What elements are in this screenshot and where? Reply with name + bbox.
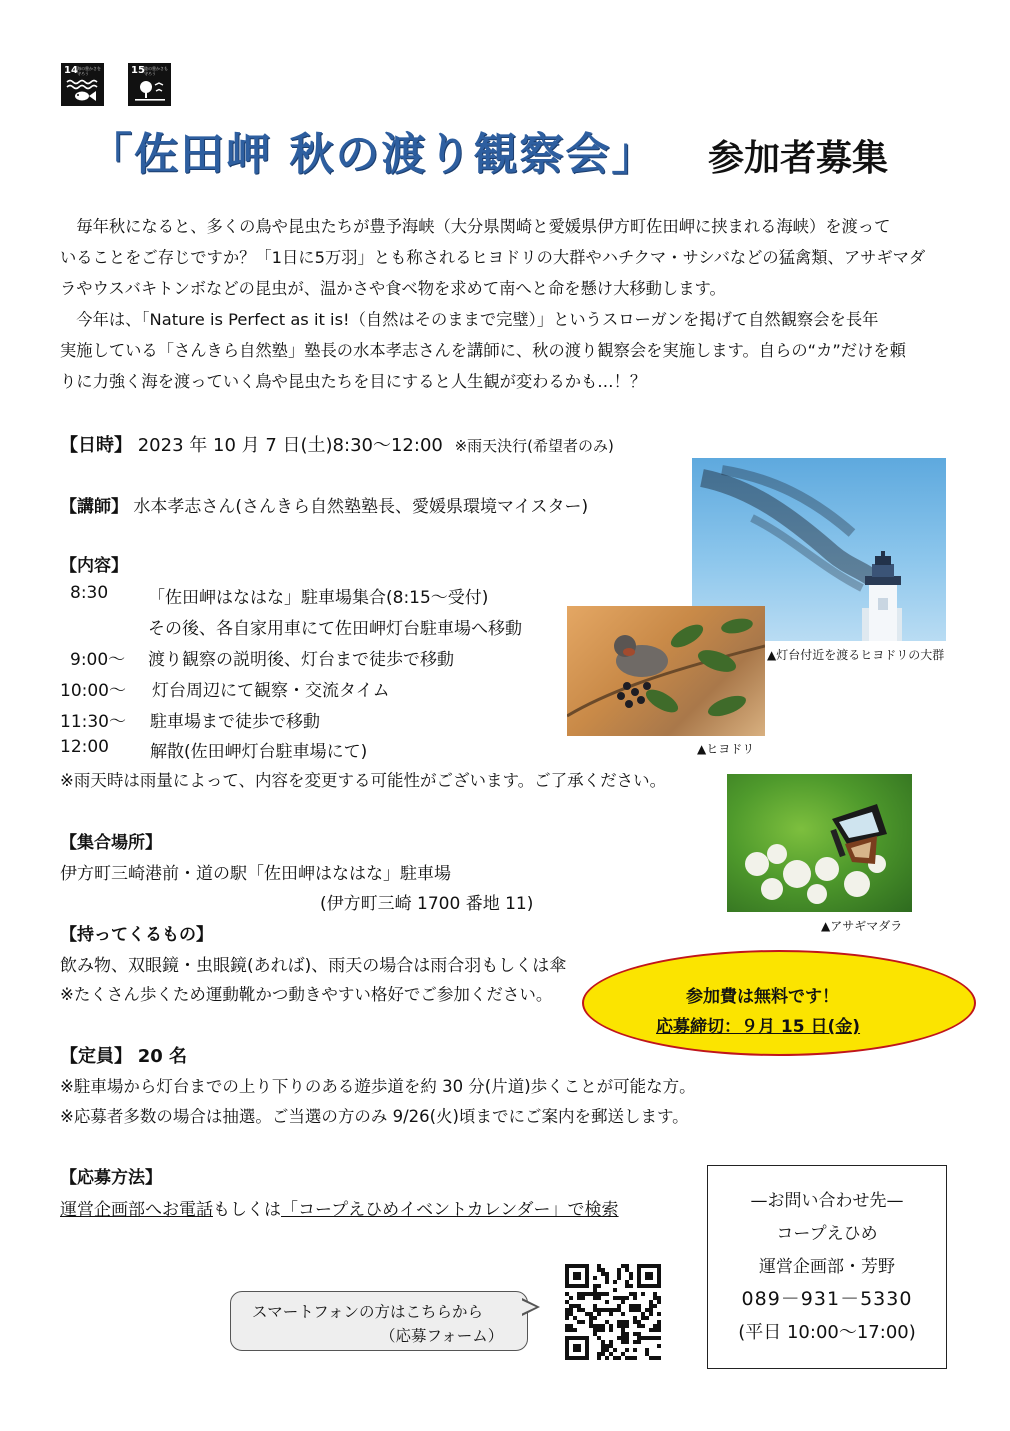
contact-phone[interactable]: 089－931－5330 <box>741 1288 913 1310</box>
apply-calendar-link[interactable]: 「コープえひめイベントカレンダー」で検索 <box>281 1200 619 1220</box>
schedule-text: 駐車場まで徒歩で移動 <box>150 712 320 732</box>
schedule-text: 「佐田岬はなはな」駐車場集合(8:15～受付) <box>148 588 489 608</box>
apply-method <box>60 1195 619 1220</box>
capacity-label: 【定員】 <box>60 1046 132 1067</box>
contact-title: —お問い合わせ先— <box>750 1191 904 1211</box>
lecturer-label: 【講師】 <box>60 497 128 517</box>
chestnut-tiger-butterfly-image <box>727 774 912 912</box>
bubble-line1: スマートフォンの方はこちらから <box>252 1303 483 1321</box>
contact-dept: 運営企画部・芳野 <box>759 1257 895 1277</box>
datetime-value: 2023 年 10 月 7 日(土)8:30～12:00 <box>137 435 443 456</box>
sdg-15-icon <box>128 63 171 106</box>
bring-items: 飲み物、双眼鏡・虫眼鏡(あれば)、雨天の場合は雨合羽もしくは傘 <box>60 956 567 976</box>
datetime-note: ※雨天決行(希望者のみ) <box>454 437 614 455</box>
schedule-text: 灯台周辺にて観察・交流タイム <box>152 681 390 701</box>
schedule-time: 11:30～ <box>60 712 126 732</box>
capacity-value: 20 名 <box>137 1046 188 1067</box>
datetime-row <box>60 431 614 457</box>
sdg-14-number: 14 <box>64 65 78 76</box>
schedule-text: 渡り観察の説明後、灯台まで徒歩で移動 <box>148 650 454 670</box>
schedule-text: 解散(佐田岬灯台駐車場にて) <box>150 742 368 762</box>
intro-text <box>60 211 952 397</box>
bubble-tail-inner <box>521 1300 536 1314</box>
qr-code[interactable] <box>565 1264 661 1360</box>
schedule-time: 12:00 <box>60 737 109 757</box>
qr-code-image <box>565 1264 661 1360</box>
schedule-time: 8:30 <box>70 583 109 603</box>
butterfly-photo <box>727 774 912 912</box>
fee-text: 参加費は無料です！ <box>686 987 839 1007</box>
intro-p2-line1: 今年は、「Nature is Perfect as it is!（自然はそのままで完璧）」というスローガンを掲げて自然観察会を長年 <box>76 310 879 329</box>
intro-p2-line3: りに力強く海を渡っていく鳥や昆虫たちを目にすると人生観が変わるかも…！？ <box>60 372 647 391</box>
lecturer-value: 水本孝志さん(さんきら自然塾塾長、愛媛県環境マイスター) <box>133 497 589 517</box>
lighthouse-caption: ▲灯台付近を渡るヒヨドリの大群 <box>767 648 945 662</box>
meeting-place: 伊方町三崎港前・道の駅「佐田岬はなはな」駐車場 <box>60 864 451 884</box>
schedule-text: その後、各自家用車にて佐田岬灯台駐車場へ移動 <box>148 619 522 639</box>
butterfly-caption: ▲アサギマダラ <box>821 919 903 933</box>
capacity-note2: ※応募者多数の場合は抽選。ご当選の方のみ 9/26(火)頃までにご案内を郵送します。 <box>60 1107 689 1126</box>
capacity-row <box>60 1042 187 1068</box>
sdg-14-icon <box>61 63 104 106</box>
apply-phone-link[interactable]: 運営企画部へお電話 <box>60 1200 213 1220</box>
lecturer-row <box>60 492 588 517</box>
datetime-label: 【日時】 <box>60 435 132 456</box>
intro-p1-line2: いることをご存じですか？「1日に5万羽」とも称されるヒヨドリの大群やハチクマ・サシバなどの猛禽類、アサギマダ <box>60 248 926 267</box>
bulbul-bird-image <box>567 606 765 736</box>
bulbul-photo <box>567 606 765 736</box>
contact-box <box>707 1165 947 1369</box>
apply-label: 【応募方法】 <box>60 1168 162 1188</box>
deadline-text: 応募締切：９月 15 日(金) <box>656 1017 861 1037</box>
capacity-note1: ※駐車場から灯台までの上り下りのある遊歩道を約 30 分(片道)歩くことが可能な方。 <box>60 1077 696 1096</box>
meeting-address: (伊方町三崎 1700 番地 11) <box>320 894 534 914</box>
sdg-15-label: 陸の豊かさも守ろう <box>144 66 168 76</box>
intro-p1-line3: ラやウスバキトンボなどの昆虫が、温かさや食べ物を求めて南へと命を懸け大移動します。 <box>60 279 726 298</box>
fish-wave-icon <box>61 63 104 106</box>
intro-p2-line2: 実施している「さんきら自然塾」塾長の水本孝志さんを講師に、秋の渡り観察会を実施します。自らの“カ”だけを頼 <box>60 341 906 360</box>
tree-bird-icon <box>128 63 171 106</box>
sdg-14-label: 海の豊かさを守ろう <box>77 66 101 76</box>
bring-note: ※たくさん歩くため運動靴かつ動きやすい格好でご参加ください。 <box>60 985 553 1004</box>
page-subtitle: 参加者募集 <box>708 138 889 179</box>
contact-org: コープえひめ <box>776 1224 878 1244</box>
bubble-line2: （応募フォーム） <box>380 1327 504 1345</box>
apply-or-text: もしくは <box>213 1200 281 1220</box>
content-note: ※雨天時は雨量によって、内容を変更する可能性がございます。ご了承ください。 <box>60 771 667 790</box>
contact-hours: (平日 10:00～17:00) <box>738 1322 916 1343</box>
bring-label: 【持ってくるもの】 <box>60 925 213 945</box>
sdg-15-number: 15 <box>131 65 145 76</box>
content-label: 【内容】 <box>60 556 128 576</box>
bulbul-caption: ▲ヒヨドリ <box>697 742 755 756</box>
schedule-time: 9:00～ <box>70 650 126 670</box>
meeting-label: 【集合場所】 <box>60 833 162 853</box>
intro-p1-line1: 毎年秋になると、多くの鳥や昆虫たちが豊予海峡（大分県関崎と愛媛県伊方町佐田岬に挟まれる海峡）を渡って <box>76 217 891 236</box>
schedule-time: 10:00～ <box>60 681 126 701</box>
page-title: 「佐田岬 秋の渡り観察会」 <box>88 129 658 180</box>
